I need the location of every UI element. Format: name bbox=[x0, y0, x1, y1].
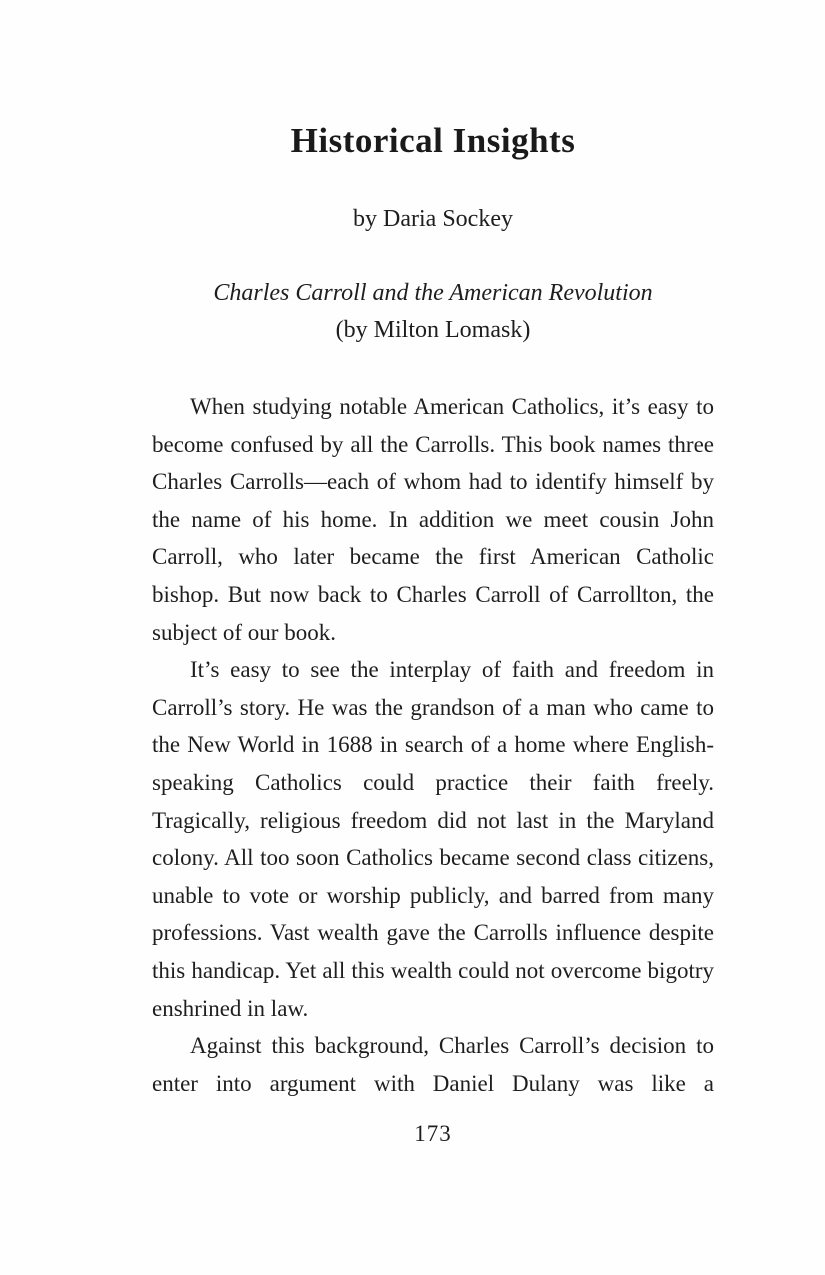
paragraph-1: When studying notable American Catholics, it’s easy to become confused by all the Carrolls. This book names three Charles Carrolls—each of whom had to identify himself by the name of his home. In addition we meet cousin John Carroll, who later became the first American Catholic bishop. But now back to Charles Carroll of Carrollton, the subject of our book. bbox=[152, 394, 714, 645]
reviewed-book-title: Charles Carroll and the American Revolution bbox=[213, 280, 653, 306]
body-text bbox=[152, 388, 714, 1102]
article-byline: by Daria Sockey bbox=[353, 206, 513, 232]
paragraph-2: It’s easy to see the interplay of faith and freedom in Carroll’s story. He was the grandson of a man who came to the New World in 1688 in search of a home where English-speaking Catholics could practice their faith freely. Tragically, religious freedom did not last in the Maryland colony. All too soon Catholics became second class citizens, unable to vote or worship publicly, and barred from many professions. Vast wealth gave the Carrolls influence despite this handicap. Yet all this wealth could not overcome bigotry enshrined in law. bbox=[152, 657, 714, 1021]
reviewed-book-author: (by Milton Lomask) bbox=[335, 317, 531, 343]
page-number: 173 bbox=[414, 1121, 452, 1146]
chapter-title: Historical Insights bbox=[290, 121, 576, 160]
paragraph-3: Against this background, Charles Carroll’s decision to enter into argument with Daniel Dulany was like a bbox=[152, 1033, 714, 1096]
